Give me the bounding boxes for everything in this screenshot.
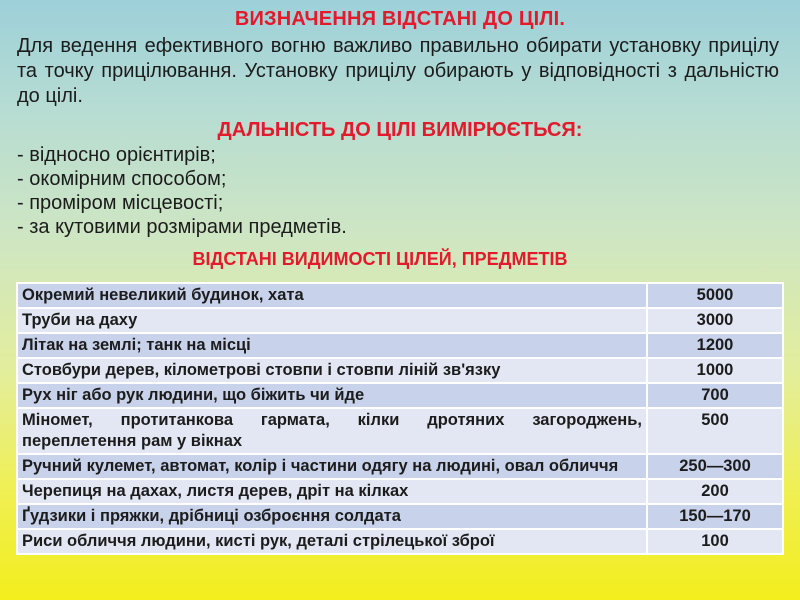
method-item: - проміром місцевості;	[17, 192, 224, 214]
object-cell: Ґудзики і пряжки, дрібниці озброєння солдата	[17, 504, 647, 529]
measurement-methods-list	[17, 143, 347, 239]
distance-cell: 200	[647, 479, 783, 504]
object-cell: Стовбури дерев, кілометрові стовпи і стовпи ліній зв'язку	[17, 358, 647, 383]
distance-cell: 150—170	[647, 504, 783, 529]
object-cell: Риси обличчя людини, кисті рук, деталі стрілецької зброї	[17, 529, 647, 554]
distance-cell: 100	[647, 529, 783, 554]
table-row	[17, 308, 783, 333]
object-cell: Черепиця на дахах, листя дерев, дріт на кілках	[17, 479, 647, 504]
distance-cell: 500	[647, 408, 783, 454]
distance-cell: 5000	[647, 283, 783, 308]
method-item: - за кутовими розмірами предметів.	[17, 216, 347, 238]
distance-cell: 1200	[647, 333, 783, 358]
table-row	[17, 333, 783, 358]
table-row	[17, 454, 783, 479]
table-row	[17, 479, 783, 504]
object-cell: Міномет, протитанкова гармата, кілки дротяних загороджень, переплетення рам у вікнах	[17, 408, 647, 454]
table-title: ВІДСТАНІ ВИДИМОСТІ ЦІЛЕЙ, ПРЕДМЕТІВ	[192, 249, 568, 269]
distance-cell: 250—300	[647, 454, 783, 479]
intro-paragraph: Для ведення ефективного вогню важливо правильно обирати установку прицілу та точку прицілювання. Установку прицілу обирають у відповідності з дальністю до цілі.	[17, 35, 779, 107]
distance-cell: 3000	[647, 308, 783, 333]
object-cell: Ручний кулемет, автомат, колір і частини одягу на людині, овал обличчя	[17, 454, 647, 479]
measurement-subtitle: ДАЛЬНІСТЬ ДО ЦІЛІ ВИМІРЮЄТЬСЯ:	[217, 119, 583, 141]
table-row	[17, 408, 783, 454]
object-cell: Окремий невеликий будинок, хата	[17, 283, 647, 308]
table-row	[17, 283, 783, 308]
visibility-distance-table	[16, 282, 784, 555]
table-row	[17, 504, 783, 529]
method-item: - окомірним способом;	[17, 168, 227, 190]
object-cell: Труби на даху	[17, 308, 647, 333]
table-row	[17, 383, 783, 408]
distance-cell: 700	[647, 383, 783, 408]
slide-title: ВИЗНАЧЕННЯ ВІДСТАНІ ДО ЦІЛІ.	[234, 8, 566, 30]
distance-cell: 1000	[647, 358, 783, 383]
object-cell: Літак на землі; танк на місці	[17, 333, 647, 358]
table-row	[17, 529, 783, 554]
method-item: - відносно орієнтирів;	[17, 144, 216, 166]
table-row	[17, 358, 783, 383]
object-cell: Рух ніг або рук людини, що біжить чи йде	[17, 383, 647, 408]
